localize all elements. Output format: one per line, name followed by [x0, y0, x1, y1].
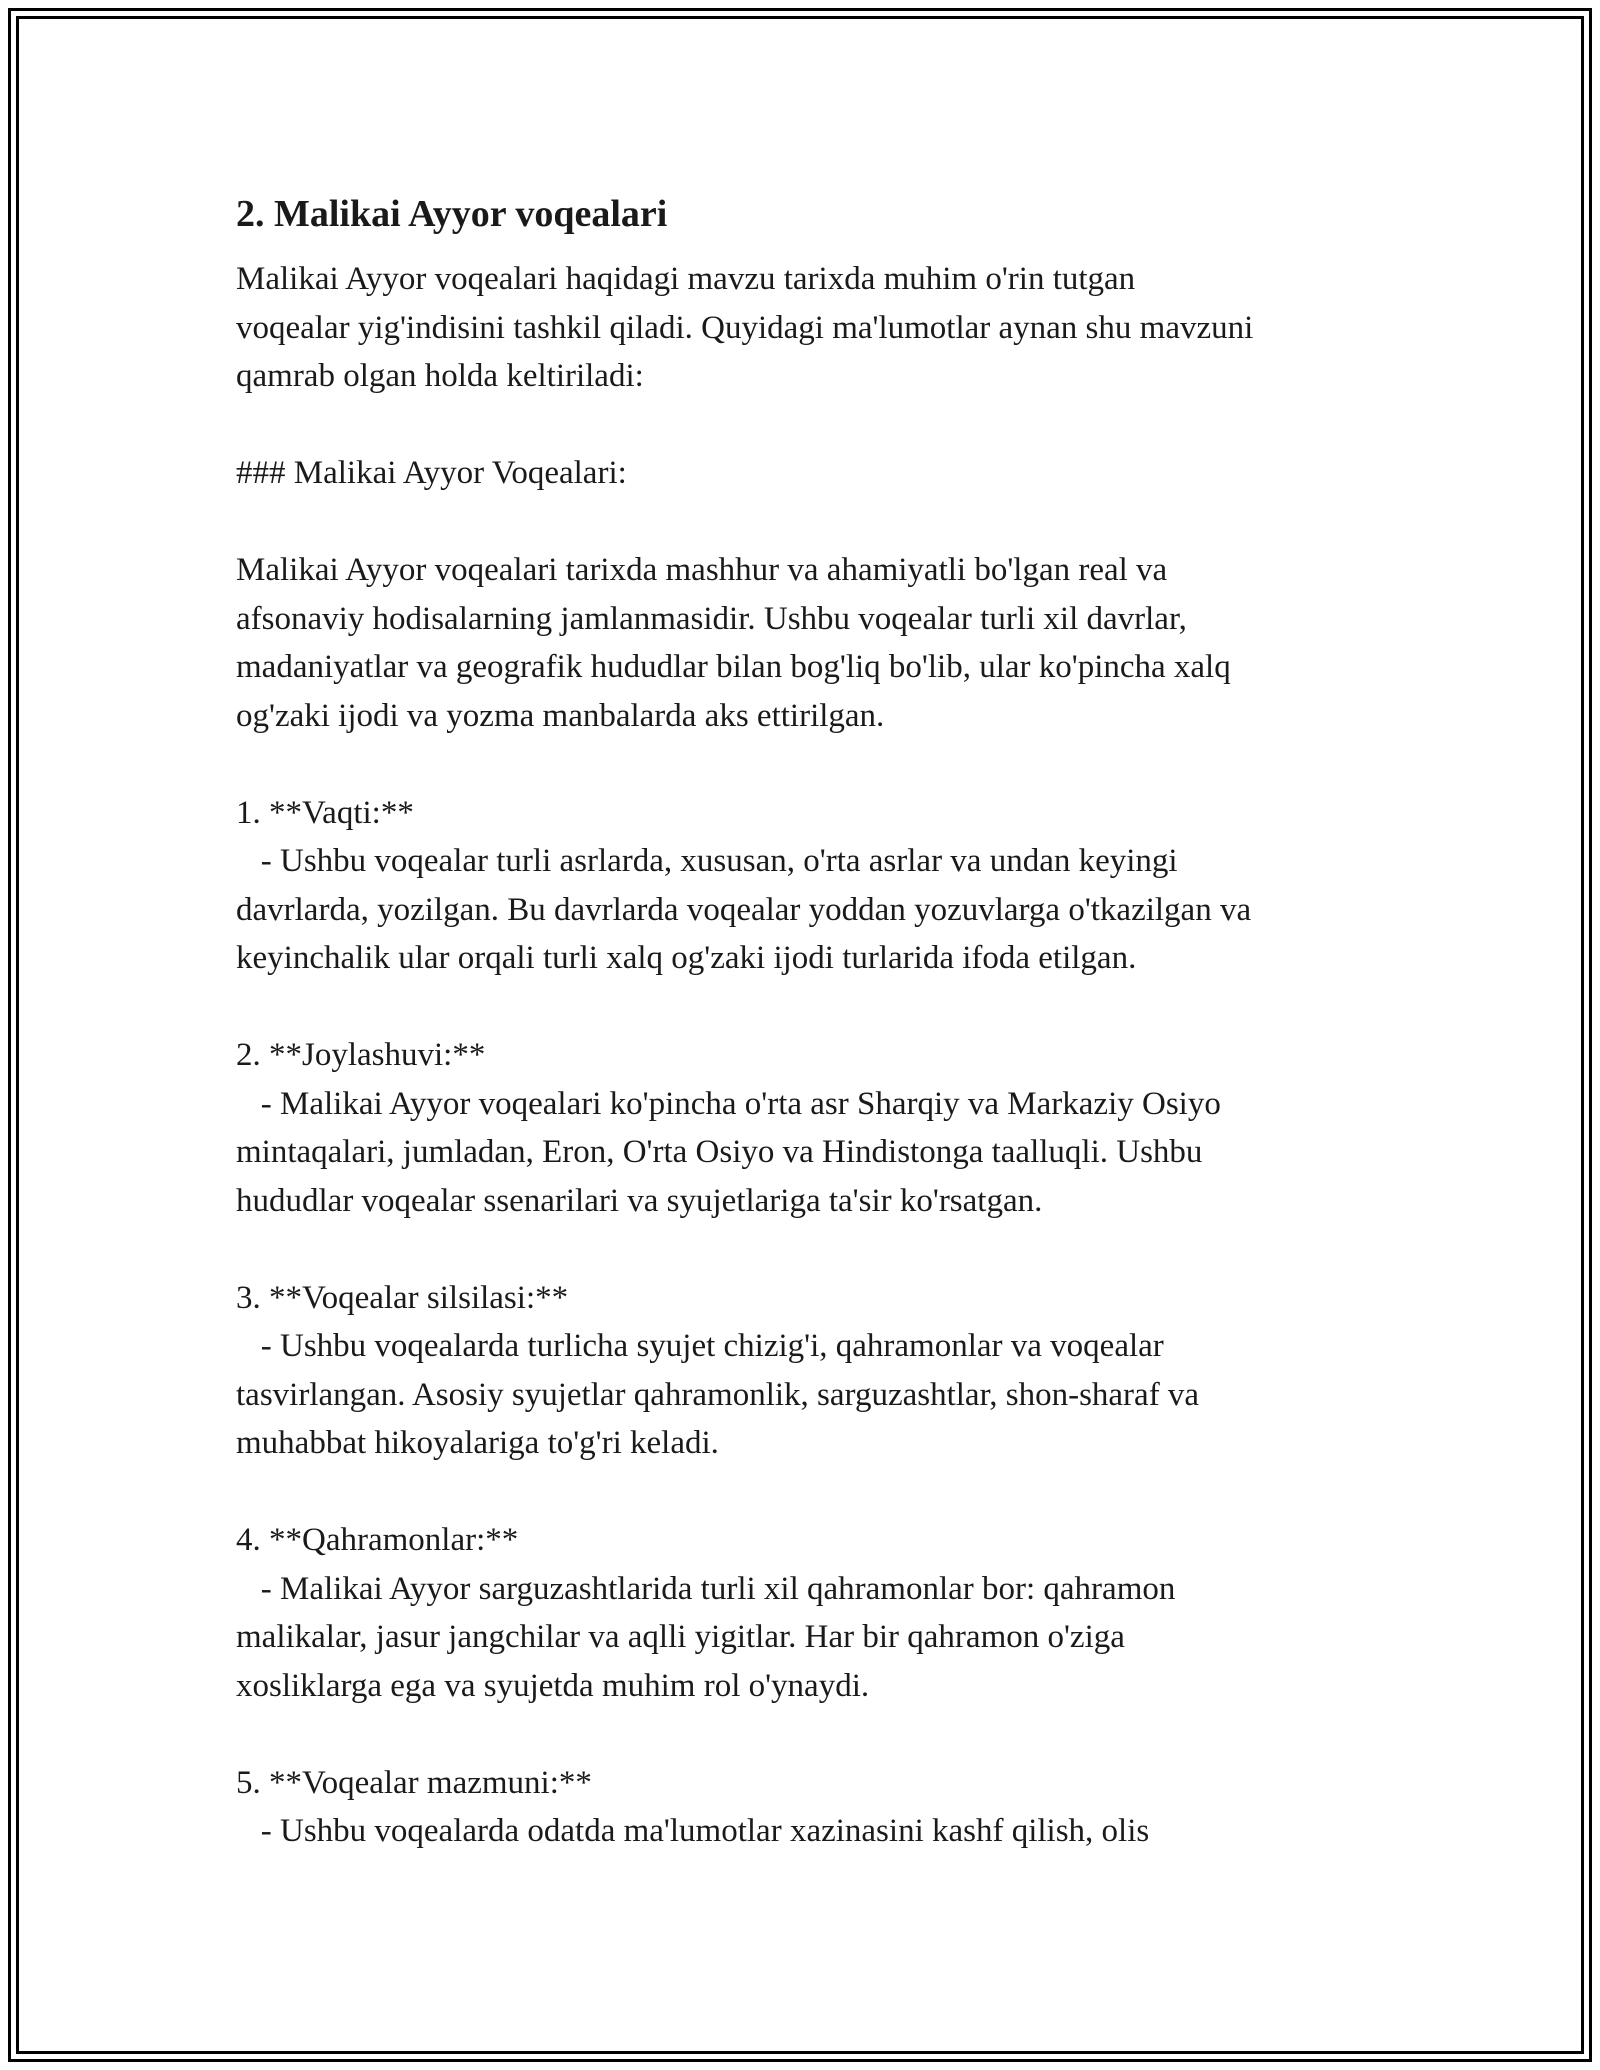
section-voqealar-mazmuni — [236, 1759, 1386, 1856]
overview-paragraph — [236, 546, 1386, 740]
section-title: 4. **Qahramonlar:** — [236, 1522, 519, 1558]
intro-paragraph — [236, 255, 1386, 401]
blank-line — [236, 1710, 1386, 1759]
text-line: - Malikai Ayyor sarguzashtlarida turli xil qahramonlar bor: qahramon — [236, 1570, 1176, 1607]
blank-line — [236, 1468, 1386, 1517]
text-line: keyinchalik ular orqali turli xalq og'zaki ijodi turlarida ifoda etilgan. — [236, 940, 1137, 976]
text-line: muhabbat hikoyalariga to'g'ri keladi. — [236, 1425, 719, 1461]
blank-line — [236, 740, 1386, 789]
section-joylashuvi — [236, 1031, 1386, 1225]
section-title: 1. **Vaqti:** — [236, 794, 414, 831]
section-title: 2. **Joylashuvi:** — [236, 1037, 486, 1073]
text-line: og'zaki ijodi va yozma manbalarda aks ettirilgan. — [236, 697, 885, 734]
text-line: Malikai Ayyor voqealari tarixda mashhur va ahamiyatli bo'lgan real va — [236, 552, 1168, 588]
text-line: davrlarda, yozilgan. Bu davrlarda voqealar yoddan yozuvlarga o'tkazilgan va — [236, 891, 1252, 928]
text-line: qamrab olgan holda keltiriladi: — [236, 358, 644, 394]
text-line: tasvirlangan. Asosiy syujetlar qahramonlik, sarguzashtlar, shon-sharaf va — [236, 1376, 1200, 1413]
document-heading: 2. Malikai Ayyor voqealari — [236, 193, 668, 235]
blank-line — [236, 401, 1386, 450]
section-voqealar-silsilasi — [236, 1274, 1386, 1468]
section-vaqti — [236, 789, 1386, 983]
text-line: mintaqalari, jumladan, Eron, O'rta Osiyo va Hindistonga taalluqli. Ushbu — [236, 1134, 1203, 1170]
text-line: hududlar voqealar ssenarilari va syujetlariga ta'sir ko'rsatgan. — [236, 1182, 1043, 1219]
text-line: - Malikai Ayyor voqealari ko'pincha o'rta asr Sharqiy va Markaziy Osiyo — [236, 1085, 1221, 1122]
section-title: 3. **Voqealar silsilasi:** — [236, 1279, 569, 1316]
section-qahramonlar — [236, 1516, 1386, 1710]
text-line: afsonaviy hodisalarning jamlanmasidir. Ushbu voqealar turli xil davrlar, — [236, 600, 1187, 637]
blank-line — [236, 1225, 1386, 1274]
document-body — [236, 183, 1386, 1856]
text-line: voqealar yig'indisini tashkil qiladi. Quyidagi ma'lumotlar aynan shu mavzuni — [236, 309, 1254, 346]
text-line: madaniyatlar va geografik hududlar bilan bog'liq bo'lib, ular ko'pincha xalq — [236, 649, 1231, 685]
text-line: xosliklarga ega va syujetda muhim rol o'ynaydi. — [236, 1667, 870, 1704]
text-line: - Ushbu voqealar turli asrlarda, xususan, o'rta asrlar va undan keyingi — [236, 843, 1178, 879]
section-title: 5. **Voqealar mazmuni:** — [236, 1764, 592, 1801]
blank-line — [236, 983, 1386, 1032]
text-line: malikalar, jasur jangchilar va aqlli yigitlar. Har bir qahramon o'ziga — [236, 1619, 1125, 1655]
text-line: Malikai Ayyor voqealari haqidagi mavzu tarixda muhim o'rin tutgan — [236, 261, 1136, 297]
text-line: - Ushbu voqealarda turlicha syujet chizig'i, qahramonlar va voqealar — [236, 1328, 1164, 1364]
text-line: - Ushbu voqealarda odatda ma'lumotlar xazinasini kashf qilish, olis — [236, 1813, 1150, 1849]
blank-line — [236, 498, 1386, 547]
subheading: ### Malikai Ayyor Voqealari: — [236, 455, 627, 491]
